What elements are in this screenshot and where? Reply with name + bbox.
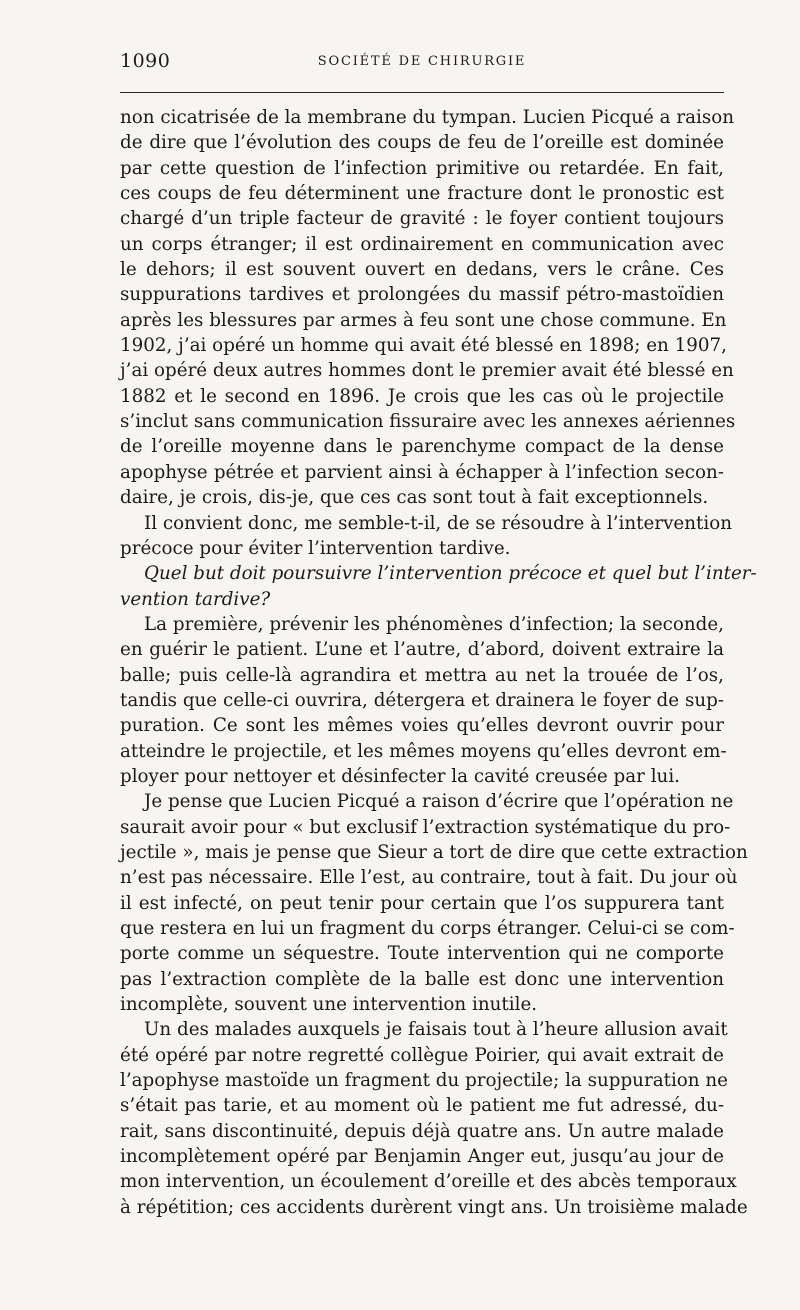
text-line: un corps étranger; il est ordinairement en communication avec — [120, 233, 724, 255]
text-line: balle; puis celle-là agrandira et mettra au net la trouée de l’os, — [120, 664, 724, 686]
paragraph — [120, 789, 748, 1017]
text-line: puration. Ce sont les mêmes voies qu’elles devront ouvrir pour — [120, 715, 724, 737]
text-line: incomplète, souvent une intervention inutile. — [120, 994, 538, 1016]
text-line: que restera en lui un fragment du corps étranger. Celui-ci se com- — [120, 918, 735, 939]
text-line: La première, prévenir les phénomènes d’infection; la seconde, — [144, 613, 724, 635]
paragraph — [120, 612, 727, 789]
text-line: suppurations tardives et prolongées du massif pétro-mastoïdien — [120, 284, 724, 306]
text-line: mon intervention, un écoulement d’oreille et des abcès temporaux — [120, 1171, 737, 1193]
text-line: jectile », mais je pense que Sieur a tort de dire que cette extraction — [120, 841, 748, 863]
text-line: porte comme un séquestre. Toute intervention qui ne comporte — [120, 943, 724, 965]
text-line: il est infecté, on peut tenir pour certain que l’os suppurera tant — [120, 892, 724, 914]
text-line: de l’oreille moyenne dans le parenchyme compact de la dense — [120, 436, 724, 458]
text-line: chargé d’un triple facteur de gravité : le foyer contient toujours — [120, 208, 724, 230]
text-line: par cette question de l’infection primitive ou retardée. En fait, — [120, 157, 724, 179]
text-line: Quel but doit poursuivre l’intervention précoce et quel but l’inter- — [144, 563, 757, 585]
text-line: après les blessures par armes à feu sont une chose commune. En — [120, 309, 727, 331]
body-text — [120, 105, 757, 1220]
text-line: vention tardive? — [120, 588, 271, 610]
page-number: 1090 — [120, 50, 171, 72]
text-line: 1902, j’ai opéré un homme qui avait été blessé en 1898; en 1907, — [120, 335, 727, 357]
text-line: j’ai opéré deux autres hommes dont le premier avait été blessé en — [120, 360, 734, 382]
book-page — [120, 50, 757, 1218]
page-header — [120, 50, 724, 80]
text-line: ployer pour nettoyer et désinfecter la cavité creusée par lui. — [120, 765, 680, 787]
text-line: l’apophyse mastoïde un fragment du projectile; la suppuration ne — [120, 1070, 728, 1092]
text-line: non cicatrisée de la membrane du tympan. Lucien Picqué a raison — [120, 107, 735, 128]
text-line: n’est pas nécessaire. Elle l’est, au contraire, tout à fait. Du jour où — [120, 867, 738, 889]
text-line: le dehors; il est souvent ouvert en dedans, vers le crâne. Ces — [120, 259, 724, 281]
text-line: s’était pas tarie, et au moment où le patient me fut adressé, du- — [120, 1095, 724, 1117]
text-line: été opéré par notre regretté collègue Poirier, qui avait extrait de — [120, 1044, 724, 1066]
text-line: en guérir le patient. L’une et l’autre, d’abord, doivent extraire la — [120, 639, 724, 661]
text-line: ces coups de feu déterminent une fracture dont le pronostic est — [120, 183, 724, 205]
paragraph — [120, 105, 736, 511]
text-line: daire, je crois, dis-je, que ces cas sont tout à fait exceptionnels. — [120, 487, 709, 509]
paragraph — [120, 511, 732, 562]
text-line: rait, sans discontinuité, depuis déjà quatre ans. Un autre malade — [120, 1120, 724, 1142]
running-head: SOCIÉTÉ DE CHIRURGIE — [317, 54, 527, 69]
text-line: incomplètement opéré par Benjamin Anger eut, jusqu’au jour de — [120, 1146, 724, 1168]
text-line: atteindre le projectile, et les mêmes moyens qu’elles devront em- — [120, 740, 727, 762]
text-line: Un des malades auxquels je faisais tout à l’heure allusion avait — [144, 1019, 728, 1041]
text-line: à répétition; ces accidents durèrent vingt ans. Un troisième malade — [120, 1196, 748, 1218]
text-line: pas l’extraction complète de la balle est donc une intervention — [120, 968, 724, 990]
header-rule — [120, 92, 724, 93]
paragraph — [120, 561, 757, 612]
text-line: de dire que l’évolution des coups de feu de l’oreille est dominée — [120, 132, 724, 154]
text-line: Il convient donc, me semble-t-il, de se résoudre à l’intervention — [144, 512, 732, 534]
text-line: tandis que celle-ci ouvrira, détergera et drainera le foyer de sup- — [120, 689, 724, 711]
text-line: Je pense que Lucien Picqué a raison d’écrire que l’opération ne — [144, 791, 734, 813]
text-line: 1882 et le second en 1896. Je crois que les cas où le projectile — [120, 385, 724, 407]
text-line: s’inclut sans communication fissuraire avec les annexes aériennes — [120, 411, 736, 433]
text-line: précoce pour éviter l’intervention tardive. — [120, 537, 511, 559]
text-line: saurait avoir pour « but exclusif l’extraction systématique du pro- — [120, 816, 731, 838]
text-line: apophyse pétrée et parvient ainsi à échapper à l’infection secon- — [120, 461, 724, 483]
paragraph — [120, 1017, 748, 1220]
